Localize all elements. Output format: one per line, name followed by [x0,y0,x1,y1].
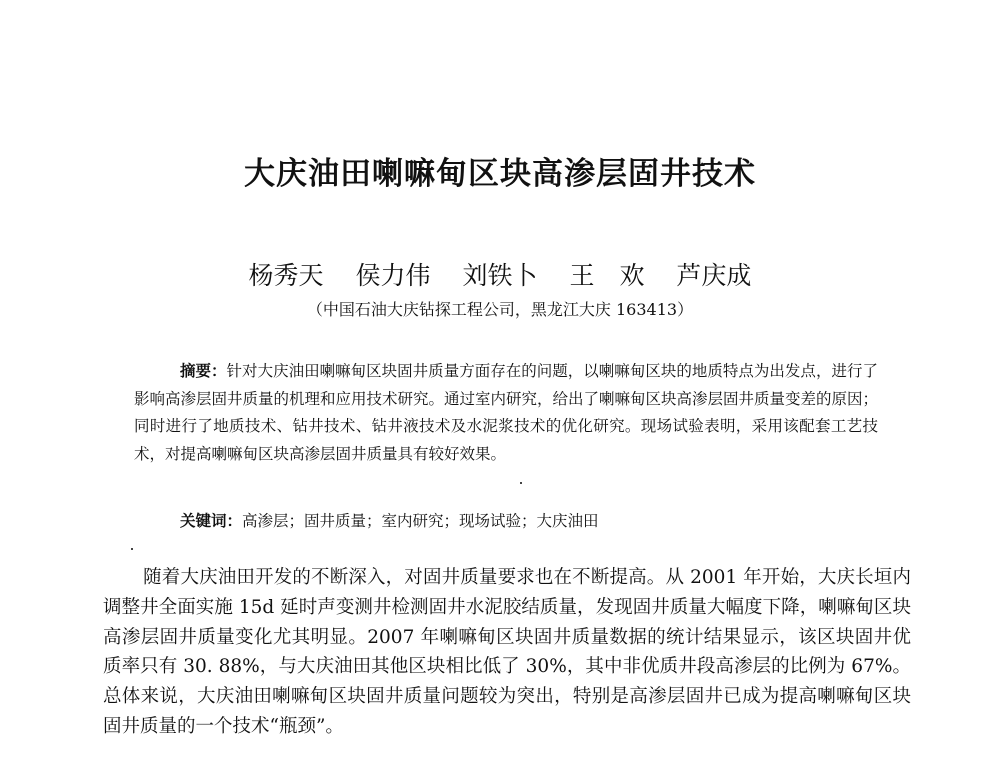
paper-title: 大庆油田喇嘛甸区块高渗层固井技术 [244,156,756,192]
keywords-text: 高渗层；固井质量；室内研究；现场试验；大庆油田 [242,512,599,530]
abstract-text: 针对大庆油田喇嘛甸区块固井质量方面存在的问题，以喇嘛甸区块的地质特点为出发点，进行了影响高渗层固井质量的机理和应用技术研究。通过室内研究，给出了喇嘛甸区块高渗层固井质量变差的原因；同时进行了地质技术、钻井技术、钻井液技术及水泥浆技术的优化研究。现场试验表明，采用该配套工艺技术，对提高喇嘛甸区块高渗层固井质量具有较好效果。 [134,362,879,463]
abstract [134,357,878,468]
author-name: 杨秀天 [248,261,324,290]
author-affiliation: （中国石油大庆钻探工程公司，黑龙江大庆 163413） [306,300,694,319]
author-name: 刘铁卜 [462,261,538,290]
body-paragraph [103,563,911,742]
abstract-label: 摘要： [180,361,227,380]
keywords-label: 关键词： [180,511,243,530]
scan-speck [131,548,133,550]
scan-speck [520,482,522,484]
body-text: 随着大庆油田开发的不断深入，对固井质量要求也在不断提高。从 2001 年开始，大庆长垣内调整井全面实施 15d 延时声变测井检测固井水泥胶结质量，发现固井质量大幅度下降，喇嘛甸区块高渗层固井质量变化尤其明显。2007 年喇嘛甸区块固井质量数据的统计结果显示，该区块固井优质率只有 30. 88%，与大庆油田其他区块相比低了 30%，其中非优质井段高渗层的比例为 67%。总体来说，大庆油田喇嘛甸区块固井质量问题较为突出，特别是高渗层固井已成为提高喇嘛甸区块固井质量的一个技术“瓶颈”。 [103,567,911,737]
author-name: 侯力伟 [355,261,431,290]
keywords [180,509,880,531]
author-name: 芦庆成 [676,261,752,290]
author-name: 王 欢 [569,261,645,290]
author-list [0,256,1000,292]
